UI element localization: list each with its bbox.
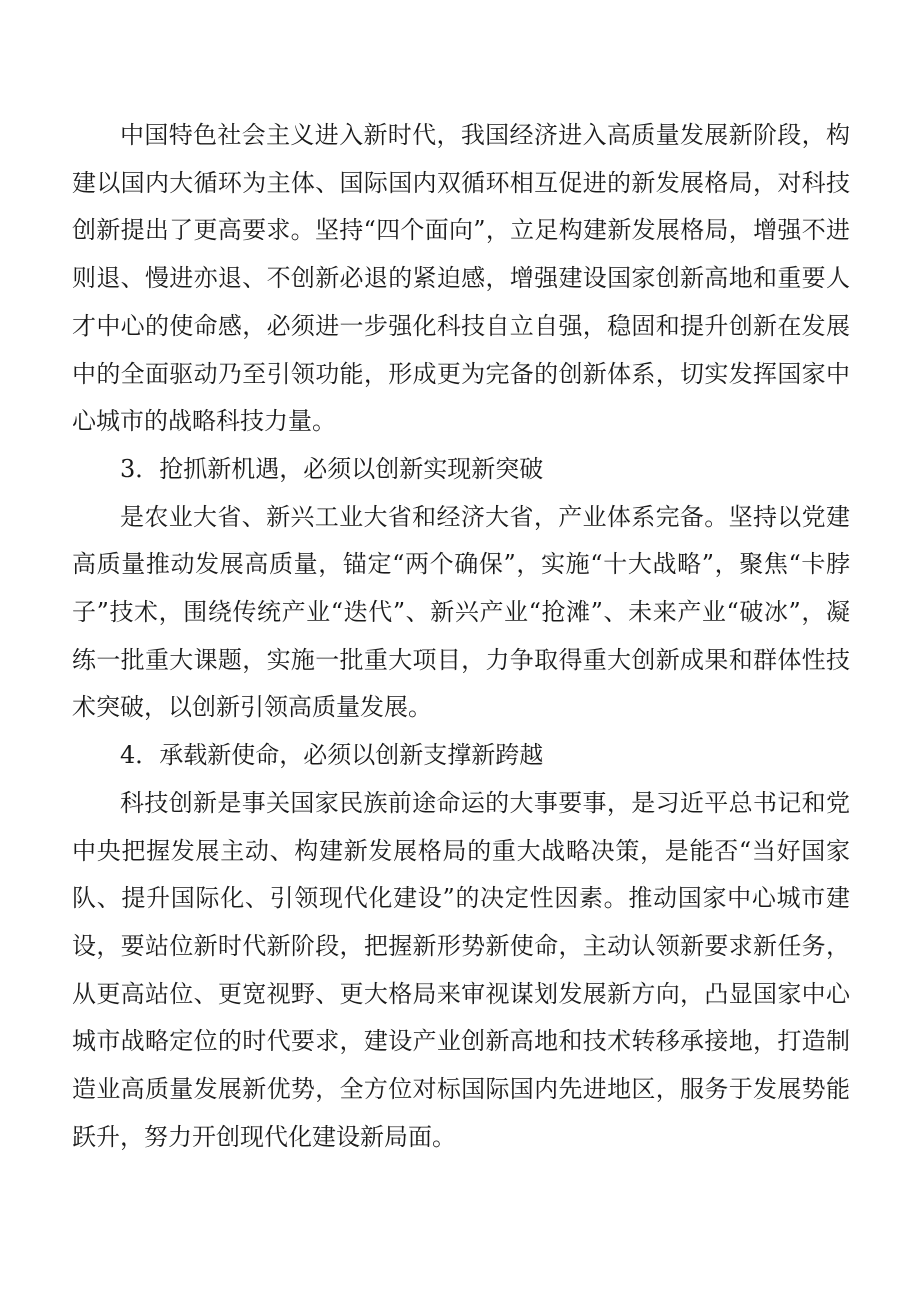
section-heading-4: 4．承载新使命，必须以创新支撑新跨越 <box>120 741 544 770</box>
body-paragraph-1: 中国特色社会主义进入新时代，我国经济进入高质量发展新阶段，构建以国内大循环为主体、国际国内双循环相互促进的新发展格局，对科技创新提出了更高要求。坚持“四个面向”，立足构建新发展格局，增强不进则退、慢进亦退、不创新必退的紧迫感，增强建设国家创新高地和重要人才中心的使命感，必须进一步强化科技自立自强，稳固和提升创新在发展中的全面驱动乃至引领功能，形成更为完备的创新体系，切实发挥国家中心城市的战略科技力量。 <box>72 121 850 436</box>
body-paragraph-2: 是农业大省、新兴工业大省和经济大省，产业体系完备。坚持以党建高质量推动发展高质量，锚定“两个确保”，实施“十大战略”，聚焦“卡脖子”技术，围绕传统产业“迭代”、新兴产业“抢滩”、未来产业“破冰”，凝练一批重大课题，实施一批重大项目，力争取得重大创新成果和群体性技术突破，以创新引领高质量发展。 <box>72 502 850 722</box>
body-paragraph-3: 科技创新是事关国家民族前途命运的大事要事，是习近平总书记和党中央把握发展主动、构建新发展格局的重大战略决策，是能否“当好国家队、提升国际化、引领现代化建设”的决定性因素。推动国家中心城市建设，要站位新时代新阶段，把握新形势新使命，主动认领新要求新任务，从更高站位、更宽视野、更大格局来审视谋划发展新方向，凸显国家中心城市战略定位的时代要求，建设产业创新高地和技术转移承接地，打造制造业高质量发展新优势，全方位对标国际国内先进地区，服务于发展势能跃升，努力开创现代化建设新局面。 <box>72 788 850 1151</box>
document-body <box>72 112 850 1161</box>
section-heading-3: 3．抢抓新机遇，必须以创新实现新突破 <box>120 454 544 483</box>
